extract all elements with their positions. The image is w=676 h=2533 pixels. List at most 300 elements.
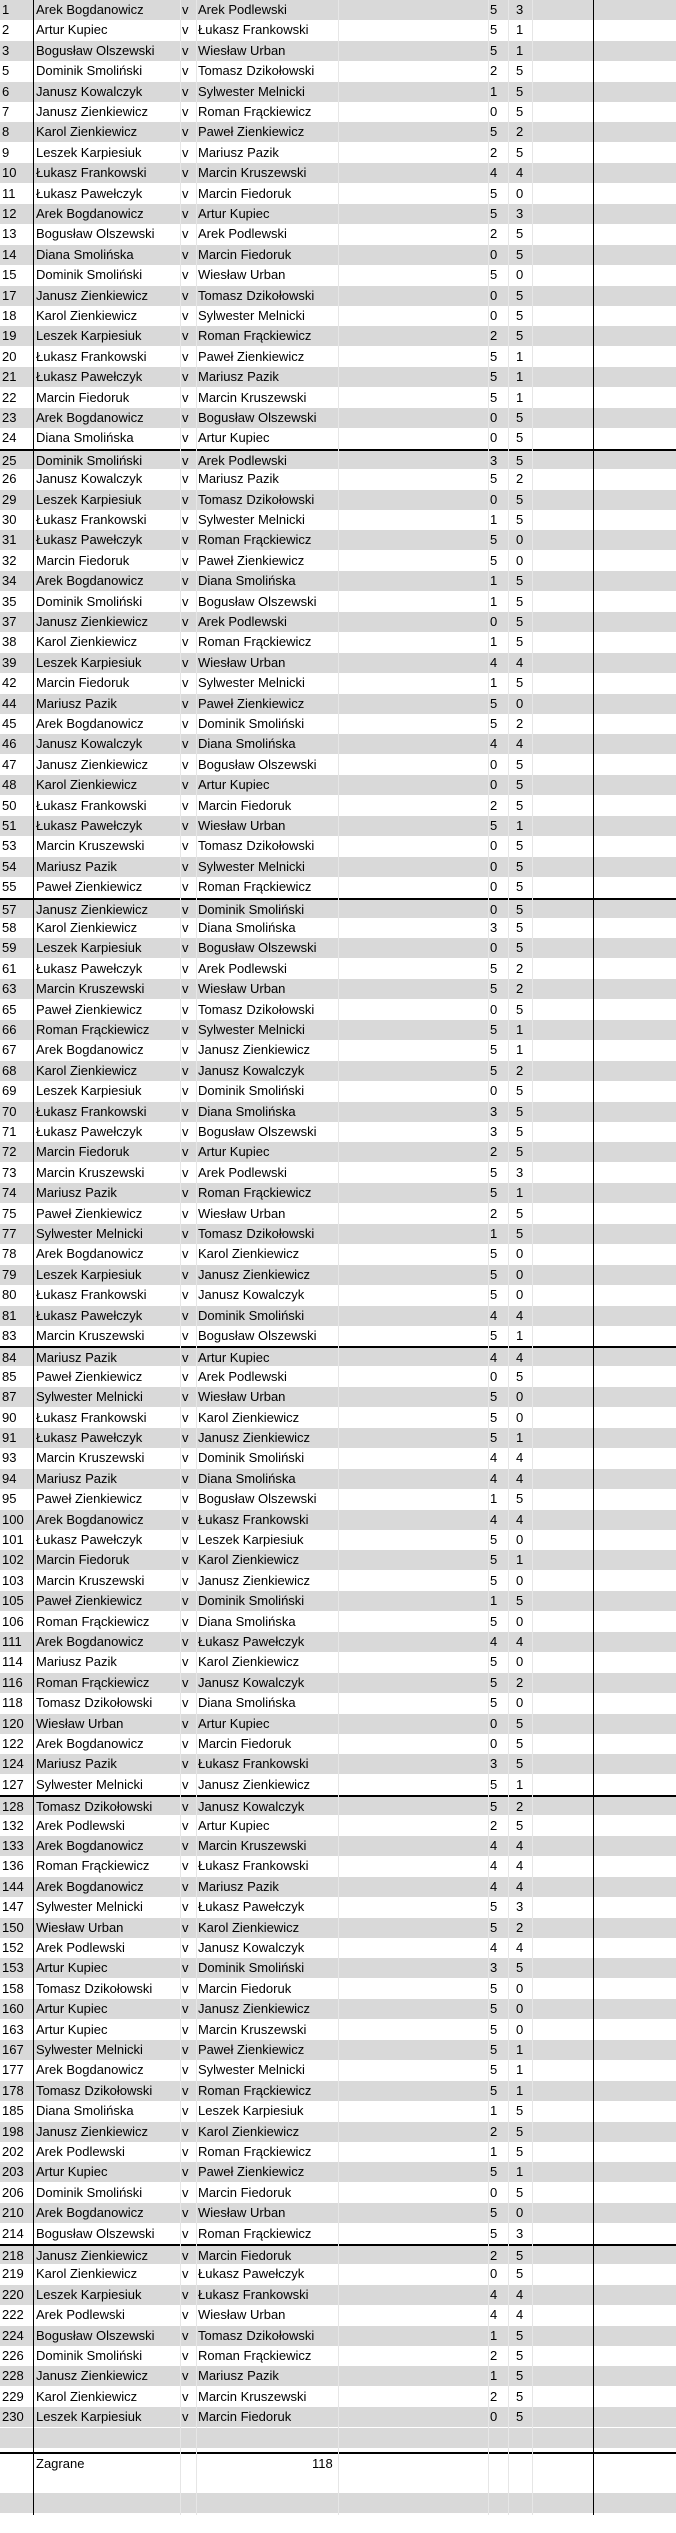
away-player: Sylwester Melnicki xyxy=(198,1022,305,1037)
away-score: 2 xyxy=(516,124,524,140)
home-player: Leszek Karpiesiuk xyxy=(36,491,142,507)
versus-label: v xyxy=(182,1164,189,1180)
home-score: 1 xyxy=(490,1491,498,1507)
home-score: 2 xyxy=(490,2123,498,2139)
home-score: 5 xyxy=(490,1532,498,1547)
away-score: 5 xyxy=(516,491,524,507)
match-number: 14 xyxy=(2,246,17,262)
versus-label: v xyxy=(182,573,189,589)
home-score: 1 xyxy=(490,2368,498,2384)
home-score: 3 xyxy=(490,1960,498,1976)
away-score: 5 xyxy=(516,879,524,895)
match-number: 48 xyxy=(2,777,17,793)
home-score: 4 xyxy=(490,1838,498,1853)
versus-label: v xyxy=(182,83,189,99)
home-score: 5 xyxy=(490,348,498,364)
away-score: 0 xyxy=(516,1980,524,1996)
versus-label: v xyxy=(182,1062,189,1078)
home-score: 0 xyxy=(490,1736,498,1751)
away-player: Łukasz Frankowski xyxy=(198,22,309,38)
away-score: 4 xyxy=(516,1511,524,1527)
match-number: 61 xyxy=(2,960,17,976)
home-score: 0 xyxy=(490,1001,498,1017)
match-number: 122 xyxy=(2,1736,24,1751)
away-score: 5 xyxy=(516,2327,524,2343)
home-score: 4 xyxy=(490,1450,498,1466)
versus-label: v xyxy=(182,287,189,303)
home-score: 5 xyxy=(490,1799,498,1815)
home-score: 0 xyxy=(490,246,498,262)
versus-label: v xyxy=(182,124,189,140)
home-score: 2 xyxy=(490,1205,498,1221)
match-number: 68 xyxy=(2,1062,17,1078)
versus-label: v xyxy=(182,2348,189,2363)
away-score: 4 xyxy=(516,736,524,752)
away-score: 0 xyxy=(516,1532,524,1547)
home-player: Marcin Kruszewski xyxy=(36,1164,145,1180)
versus-label: v xyxy=(182,2042,189,2057)
home-player: Arek Bogdanowicz xyxy=(36,1838,144,1853)
away-player: Wiesław Urban xyxy=(198,2205,286,2221)
home-score: 5 xyxy=(490,471,498,487)
away-score: 5 xyxy=(516,1491,524,1507)
home-player: Łukasz Frankowski xyxy=(36,1409,147,1425)
home-score: 0 xyxy=(490,1368,498,1384)
match-number: 150 xyxy=(2,1919,24,1935)
match-number: 94 xyxy=(2,1470,17,1486)
away-player: Mariusz Pazik xyxy=(198,144,279,160)
home-score: 5 xyxy=(490,960,498,976)
home-score: 2 xyxy=(490,328,498,344)
away-player: Paweł Zienkiewicz xyxy=(198,2164,305,2180)
away-score: 5 xyxy=(516,1226,524,1241)
match-number: 31 xyxy=(2,532,17,548)
away-player: Wiesław Urban xyxy=(198,981,286,997)
home-score: 5 xyxy=(490,206,498,221)
home-player: Tomasz Dzikołowski xyxy=(36,1695,153,1711)
away-player: Dominik Smoliński xyxy=(198,1960,305,1976)
away-score: 0 xyxy=(516,695,524,711)
away-player: Janusz Kowalczyk xyxy=(198,1287,305,1303)
away-player: Arek Podlewski xyxy=(198,2,287,17)
home-score: 0 xyxy=(490,2266,498,2282)
home-score: 5 xyxy=(490,2164,498,2180)
away-score: 0 xyxy=(516,1613,524,1629)
versus-label: v xyxy=(182,2368,189,2384)
home-score: 5 xyxy=(490,818,498,833)
away-player: Wiesław Urban xyxy=(198,2307,286,2323)
match-number: 91 xyxy=(2,1430,17,1445)
home-player: Arek Podlewski xyxy=(36,1940,125,1955)
versus-label: v xyxy=(182,614,189,629)
home-player: Karol Zienkiewicz xyxy=(36,1062,138,1078)
versus-label: v xyxy=(182,63,189,79)
away-player: Karol Zienkiewicz xyxy=(198,1919,300,1935)
versus-label: v xyxy=(182,1817,189,1833)
versus-label: v xyxy=(182,1430,189,1445)
home-score: 5 xyxy=(490,2001,498,2017)
home-player: Mariusz Pazik xyxy=(36,695,117,711)
away-player: Roman Frąckiewicz xyxy=(198,2348,312,2363)
home-player: Dominik Smoliński xyxy=(36,593,143,609)
match-number: 67 xyxy=(2,1042,17,1058)
away-score: 5 xyxy=(516,940,524,956)
away-score: 1 xyxy=(516,1552,524,1568)
versus-label: v xyxy=(182,389,189,405)
match-number: 228 xyxy=(2,2368,24,2384)
home-score: 5 xyxy=(490,981,498,997)
away-score: 5 xyxy=(516,634,524,650)
away-player: Janusz Zienkiewicz xyxy=(198,2001,310,2017)
home-score: 4 xyxy=(490,736,498,752)
match-number: 144 xyxy=(2,1878,24,1894)
away-score: 5 xyxy=(516,2123,524,2139)
away-player: Janusz Kowalczyk xyxy=(198,1674,305,1690)
match-number: 111 xyxy=(2,1634,22,1649)
away-score: 0 xyxy=(516,552,524,568)
home-player: Tomasz Dzikołowski xyxy=(36,1799,153,1815)
match-number: 50 xyxy=(2,797,17,813)
away-player: Roman Frąckiewicz xyxy=(198,1185,312,1201)
home-score: 5 xyxy=(490,1389,498,1405)
home-player: Mariusz Pazik xyxy=(36,1654,117,1670)
away-player: Tomasz Dzikołowski xyxy=(198,63,315,79)
versus-label: v xyxy=(182,1593,189,1609)
home-player: Arek Bogdanowicz xyxy=(36,1511,144,1527)
home-player: Marcin Kruszewski xyxy=(36,1572,145,1588)
home-player: Dominik Smoliński xyxy=(36,63,143,79)
home-player: Wiesław Urban xyxy=(36,1919,124,1935)
home-player: Dominik Smoliński xyxy=(36,267,143,283)
away-score: 5 xyxy=(516,1083,524,1099)
versus-label: v xyxy=(182,452,189,468)
home-player: Leszek Karpiesiuk xyxy=(36,328,142,344)
away-player: Artur Kupiec xyxy=(198,1350,270,1366)
match-number: 32 xyxy=(2,552,17,568)
match-number: 102 xyxy=(2,1552,24,1568)
away-player: Roman Frąckiewicz xyxy=(198,2082,312,2098)
versus-label: v xyxy=(182,2286,189,2302)
match-number: 38 xyxy=(2,634,17,650)
home-score: 5 xyxy=(490,2021,498,2037)
versus-label: v xyxy=(182,838,189,854)
away-player: Janusz Kowalczyk xyxy=(198,1799,305,1815)
home-player: Karol Zienkiewicz xyxy=(36,124,138,140)
home-score: 5 xyxy=(490,124,498,140)
away-player: Artur Kupiec xyxy=(198,206,270,221)
home-score: 2 xyxy=(490,1817,498,1833)
home-score: 0 xyxy=(490,287,498,303)
home-score: 0 xyxy=(490,1083,498,1099)
home-player: Sylwester Melnicki xyxy=(36,1389,143,1405)
home-score: 2 xyxy=(490,2388,498,2404)
home-player: Arek Bogdanowicz xyxy=(36,2205,144,2221)
away-player: Sylwester Melnicki xyxy=(198,858,305,874)
away-score: 5 xyxy=(516,63,524,79)
away-player: Wiesław Urban xyxy=(198,1389,286,1405)
away-player: Tomasz Dzikołowski xyxy=(198,1001,315,1017)
home-player: Janusz Zienkiewicz xyxy=(36,104,148,119)
match-number: 78 xyxy=(2,1246,17,1262)
match-number: 77 xyxy=(2,1226,17,1241)
versus-label: v xyxy=(182,1368,189,1384)
away-player: Marcin Kruszewski xyxy=(198,1838,307,1853)
away-player: Diana Smolińska xyxy=(198,1613,296,1629)
versus-label: v xyxy=(182,2001,189,2017)
home-score: 3 xyxy=(490,920,498,935)
away-score: 3 xyxy=(516,2,524,17)
versus-label: v xyxy=(182,654,189,670)
away-score: 5 xyxy=(516,144,524,160)
versus-label: v xyxy=(182,1736,189,1751)
away-score: 1 xyxy=(516,2062,524,2078)
home-player: Roman Frąckiewicz xyxy=(36,1674,150,1690)
home-player: Paweł Zienkiewicz xyxy=(36,1205,143,1221)
home-player: Roman Frąckiewicz xyxy=(36,1613,150,1629)
away-score: 5 xyxy=(516,614,524,629)
away-score: 0 xyxy=(516,267,524,283)
away-player: Bogusław Olszewski xyxy=(198,1328,317,1343)
home-player: Artur Kupiec xyxy=(36,2021,108,2037)
home-player: Dominik Smoliński xyxy=(36,2184,143,2200)
match-number: 45 xyxy=(2,716,17,731)
match-number: 178 xyxy=(2,2082,24,2098)
away-player: Marcin Fiedoruk xyxy=(198,185,292,201)
away-player: Diana Smolińska xyxy=(198,573,296,589)
home-score: 5 xyxy=(490,1430,498,1445)
away-score: 5 xyxy=(516,104,524,119)
away-player: Paweł Zienkiewicz xyxy=(198,348,305,364)
match-number: 198 xyxy=(2,2123,24,2139)
match-number: 46 xyxy=(2,736,17,752)
match-number: 100 xyxy=(2,1511,24,1527)
home-player: Leszek Karpiesiuk xyxy=(36,2409,142,2425)
versus-label: v xyxy=(182,981,189,997)
away-player: Diana Smolińska xyxy=(198,1695,296,1711)
home-score: 0 xyxy=(490,777,498,793)
versus-label: v xyxy=(182,1083,189,1099)
home-player: Leszek Karpiesiuk xyxy=(36,1266,142,1282)
home-player: Leszek Karpiesiuk xyxy=(36,144,142,160)
home-score: 0 xyxy=(490,104,498,119)
away-score: 5 xyxy=(516,1144,524,1160)
home-player: Łukasz Pawełczyk xyxy=(36,818,143,833)
away-player: Bogusław Olszewski xyxy=(198,756,317,772)
away-score: 5 xyxy=(516,430,524,446)
home-player: Mariusz Pazik xyxy=(36,1350,117,1366)
match-number: 70 xyxy=(2,1103,17,1119)
away-score: 4 xyxy=(516,654,524,670)
versus-label: v xyxy=(182,348,189,364)
home-score: 2 xyxy=(490,2248,498,2263)
away-player: Bogusław Olszewski xyxy=(198,410,317,425)
away-score: 1 xyxy=(516,1328,524,1343)
home-score: 5 xyxy=(490,1328,498,1343)
away-player: Diana Smolińska xyxy=(198,1470,296,1486)
match-number: 42 xyxy=(2,675,17,691)
home-score: 5 xyxy=(490,1062,498,1078)
match-number: 116 xyxy=(2,1674,23,1690)
grid-line xyxy=(196,0,197,2515)
away-player: Marcin Fiedoruk xyxy=(198,2248,292,2263)
versus-label: v xyxy=(182,1695,189,1711)
match-number: 34 xyxy=(2,573,17,589)
match-number: 133 xyxy=(2,1838,24,1853)
home-score: 5 xyxy=(490,1695,498,1711)
match-number: 20 xyxy=(2,348,17,364)
home-player: Leszek Karpiesiuk xyxy=(36,654,142,670)
versus-label: v xyxy=(182,1980,189,1996)
away-score: 4 xyxy=(516,1940,524,1955)
away-player: Diana Smolińska xyxy=(198,1103,296,1119)
home-player: Łukasz Pawełczyk xyxy=(36,1430,143,1445)
home-score: 2 xyxy=(490,1144,498,1160)
versus-label: v xyxy=(182,2,189,17)
home-player: Bogusław Olszewski xyxy=(36,2225,155,2241)
away-player: Marcin Kruszewski xyxy=(198,2388,307,2404)
home-player: Sylwester Melnicki xyxy=(36,1776,143,1792)
home-score: 5 xyxy=(490,1266,498,1282)
versus-label: v xyxy=(182,2225,189,2241)
away-score: 5 xyxy=(516,838,524,854)
away-score: 5 xyxy=(516,308,524,323)
home-score: 0 xyxy=(490,858,498,874)
away-score: 3 xyxy=(516,1164,524,1180)
home-score: 0 xyxy=(490,879,498,895)
match-number: 5 xyxy=(2,63,10,79)
match-number: 106 xyxy=(2,1613,24,1629)
away-player: Arek Podlewski xyxy=(198,226,287,242)
home-score: 5 xyxy=(490,1022,498,1037)
versus-label: v xyxy=(182,2144,189,2159)
versus-label: v xyxy=(182,491,189,507)
versus-label: v xyxy=(182,1144,189,1160)
grid-line xyxy=(508,0,509,2515)
away-score: 4 xyxy=(516,1470,524,1486)
home-score: 5 xyxy=(490,1572,498,1588)
home-score: 2 xyxy=(490,63,498,79)
away-player: Janusz Zienkiewicz xyxy=(198,1572,310,1588)
home-player: Arek Bogdanowicz xyxy=(36,716,144,731)
away-score: 4 xyxy=(516,165,524,181)
away-player: Roman Frąckiewicz xyxy=(198,104,312,119)
home-player: Łukasz Frankowski xyxy=(36,512,147,527)
home-player: Arek Bogdanowicz xyxy=(36,1634,144,1649)
away-score: 5 xyxy=(516,777,524,793)
home-player: Janusz Zienkiewicz xyxy=(36,287,148,303)
match-number: 220 xyxy=(2,2286,24,2302)
versus-label: v xyxy=(182,1185,189,1201)
home-score: 5 xyxy=(490,1613,498,1629)
away-player: Karol Zienkiewicz xyxy=(198,1246,300,1262)
away-player: Arek Podlewski xyxy=(198,1368,287,1384)
match-number: 65 xyxy=(2,1001,17,1017)
home-player: Łukasz Pawełczyk xyxy=(36,1124,143,1139)
versus-label: v xyxy=(182,532,189,548)
match-number: 85 xyxy=(2,1368,17,1384)
match-number: 1 xyxy=(2,2,10,17)
away-player: Mariusz Pazik xyxy=(198,471,279,487)
match-number: 55 xyxy=(2,879,17,895)
away-player: Leszek Karpiesiuk xyxy=(198,2103,304,2119)
away-player: Paweł Zienkiewicz xyxy=(198,552,305,568)
match-number: 101 xyxy=(2,1532,24,1547)
home-score: 5 xyxy=(490,267,498,283)
versus-label: v xyxy=(182,2266,189,2282)
match-number: 51 xyxy=(2,818,17,833)
away-player: Bogusław Olszewski xyxy=(198,593,317,609)
home-score: 2 xyxy=(490,144,498,160)
away-score: 3 xyxy=(516,1899,524,1915)
away-score: 5 xyxy=(516,1124,524,1139)
match-number: 202 xyxy=(2,2144,24,2159)
match-number: 222 xyxy=(2,2307,24,2323)
away-player: Arek Podlewski xyxy=(198,452,287,468)
home-score: 4 xyxy=(490,2307,498,2323)
home-player: Mariusz Pazik xyxy=(36,1756,117,1772)
versus-label: v xyxy=(182,797,189,813)
home-player: Karol Zienkiewicz xyxy=(36,777,138,793)
versus-label: v xyxy=(182,471,189,487)
away-score: 0 xyxy=(516,1654,524,1670)
home-player: Arek Bogdanowicz xyxy=(36,1246,144,1262)
away-score: 1 xyxy=(516,2164,524,2180)
away-player: Marcin Kruszewski xyxy=(198,389,307,405)
match-number: 63 xyxy=(2,981,17,997)
away-player: Sylwester Melnicki xyxy=(198,675,305,691)
grid-line xyxy=(488,0,489,2515)
versus-label: v xyxy=(182,1307,189,1323)
home-score: 0 xyxy=(490,2409,498,2425)
home-score: 5 xyxy=(490,716,498,731)
away-score: 5 xyxy=(516,1001,524,1017)
home-player: Sylwester Melnicki xyxy=(36,2042,143,2057)
home-score: 3 xyxy=(490,1124,498,1139)
versus-label: v xyxy=(182,1634,189,1649)
versus-label: v xyxy=(182,1715,189,1731)
match-number: 124 xyxy=(2,1756,24,1772)
away-score: 5 xyxy=(516,512,524,527)
match-number: 229 xyxy=(2,2388,24,2404)
away-score: 0 xyxy=(516,1572,524,1588)
home-score: 5 xyxy=(490,2225,498,2241)
home-player: Dominik Smoliński xyxy=(36,2348,143,2363)
away-score: 5 xyxy=(516,328,524,344)
home-player: Łukasz Frankowski xyxy=(36,1287,147,1303)
away-score: 5 xyxy=(516,573,524,589)
home-player: Karol Zienkiewicz xyxy=(36,2266,138,2282)
match-number: 95 xyxy=(2,1491,17,1507)
match-number: 210 xyxy=(2,2205,24,2221)
home-score: 2 xyxy=(490,797,498,813)
versus-label: v xyxy=(182,22,189,38)
match-number: 58 xyxy=(2,920,17,935)
home-score: 0 xyxy=(490,901,498,917)
away-player: Janusz Kowalczyk xyxy=(198,1062,305,1078)
home-score: 5 xyxy=(490,1287,498,1303)
away-player: Roman Frąckiewicz xyxy=(198,532,312,548)
match-number: 3 xyxy=(2,42,10,58)
match-number: 103 xyxy=(2,1572,24,1588)
match-number: 66 xyxy=(2,1022,17,1037)
away-player: Wiesław Urban xyxy=(198,42,286,58)
versus-label: v xyxy=(182,593,189,609)
away-player: Łukasz Pawełczyk xyxy=(198,1634,305,1649)
home-score: 1 xyxy=(490,593,498,609)
away-player: Dominik Smoliński xyxy=(198,1083,305,1099)
away-score: 1 xyxy=(516,1042,524,1058)
home-score: 5 xyxy=(490,369,498,385)
